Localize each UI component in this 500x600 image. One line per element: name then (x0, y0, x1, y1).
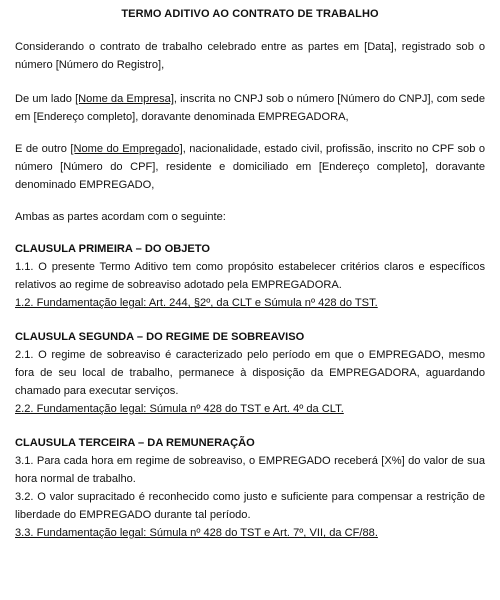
clause-first (15, 240, 485, 312)
employee-name-placeholder: [Nome do Empregado] (70, 143, 183, 155)
clause-title: CLAUSULA TERCEIRA – DA REMUNERAÇÃO (15, 437, 255, 449)
clause-legal-basis: 2.2. Fundamentação legal: Súmula nº 428 do TST e Art. 4º da CLT. (15, 403, 344, 415)
clause-item: 3.2. O valor supracitado é reconhecido como justo e suficiente para compensar a restrição de liberdade do EMPREGADO durante tal período. (15, 491, 485, 521)
intro-paragraph-employer (15, 90, 485, 126)
document-title: TERMO ADITIVO AO CONTRATO DE TRABALHO (121, 8, 379, 20)
employer-lead-text: De um lado (15, 93, 76, 105)
employee-lead-text: E de outro (15, 143, 71, 155)
clause-item: 3.1. Para cada hora em regime de sobreaviso, o EMPREGADO receberá [X%] do valor de sua hora normal de trabalho. (15, 455, 485, 485)
intro-paragraph-contract: Considerando o contrato de trabalho celebrado entre as partes em [Data], registrado sob o número [Número do Registro], (15, 41, 485, 71)
employer-details-text: , inscrita no CNPJ sob o número [Número do CNPJ], com sede em [Endereço completo], doravante denominada EMPREGADORA, (15, 93, 485, 123)
clause-second (15, 328, 485, 418)
clause-title: CLAUSULA PRIMEIRA – DO OBJETO (15, 243, 210, 255)
clause-legal-basis: 1.2. Fundamentação legal: Art. 244, §2º, da CLT e Súmula nº 428 do TST. (15, 297, 378, 309)
intro-paragraph-employee (15, 140, 485, 194)
employee-details-text: , nacionalidade, estado civil, profissão, inscrito no CPF sob o número [Número do CPF], residente e domiciliado em [Endereço completo], doravante denominado EMPREGADO, (15, 143, 485, 191)
clause-title: CLAUSULA SEGUNDA – DO REGIME DE SOBREAVISO (15, 331, 305, 343)
clause-item: 1.1. O presente Termo Aditivo tem como propósito estabelecer critérios claros e específicos relativos ao regime de sobreaviso adotado pela EMPREGADORA. (15, 261, 485, 291)
clause-legal-basis: 3.3. Fundamentação legal: Súmula nº 428 do TST e Art. 7º, VII, da CF/88. (15, 527, 378, 539)
agreement-statement: Ambas as partes acordam com o seguinte: (15, 211, 226, 223)
clause-item: 2.1. O regime de sobreaviso é caracterizado pelo período em que o EMPREGADO, mesmo fora de seu local de trabalho, permanece à disposição da EMPREGADORA, aguardando chamado para executar serviços. (15, 349, 485, 397)
clause-third (15, 434, 485, 542)
company-name-placeholder: [Nome da Empresa] (75, 93, 174, 105)
document-page (15, 6, 485, 558)
